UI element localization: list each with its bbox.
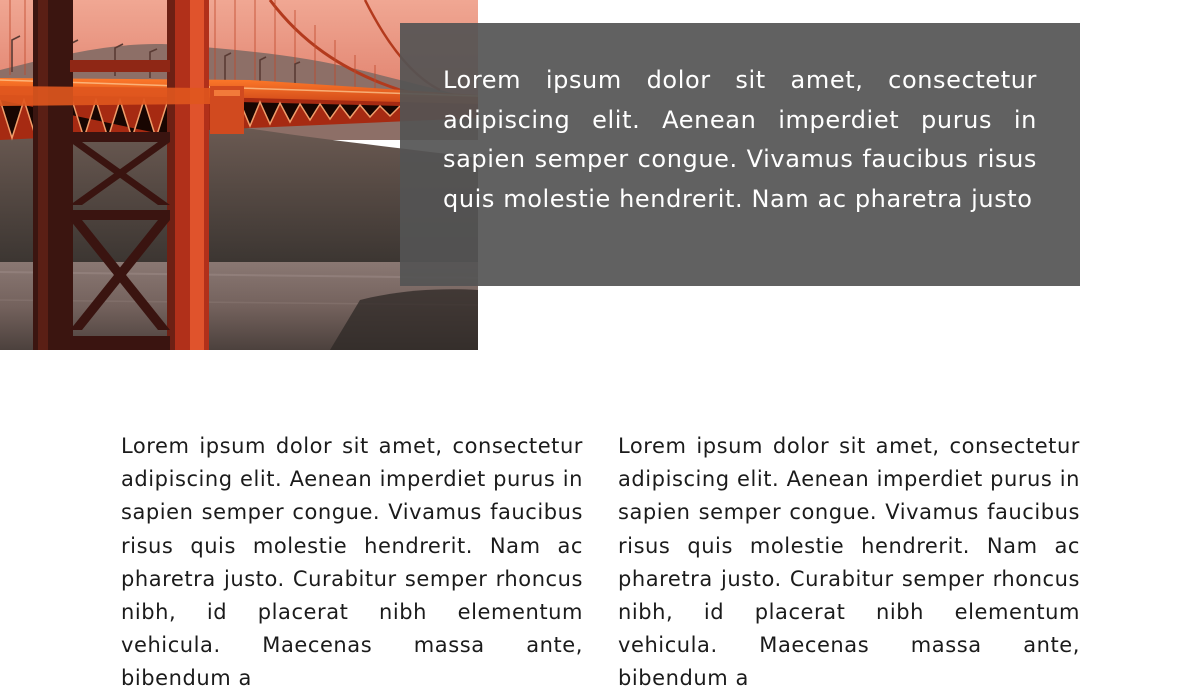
body-column-right: Lorem ipsum dolor sit amet, consectetur adipiscing elit. Aenean imperdiet purus in sapien semper congue. Vivamus faucibus risus quis molestie hendrerit. Nam ac pharetra justo. Curabitur semper rhoncus nibh, id placerat nibh elementum vehicula. Maecenas massa ante, bibendum a	[618, 434, 1080, 691]
body-column-left: Lorem ipsum dolor sit amet, consectetur adipiscing elit. Aenean imperdiet purus in sapien semper congue. Vivamus faucibus risus quis molestie hendrerit. Nam ac pharetra justo. Curabitur semper rhoncus nibh, id placerat nibh elementum vehicula. Maecenas massa ante, bibendum a	[121, 434, 583, 691]
overlay-quote-box	[400, 23, 1080, 286]
overlay-quote-text: Lorem ipsum dolor sit amet, consectetur adipiscing elit. Aenean imperdiet purus in sapien semper congue. Vivamus faucibus risus quis molestie hendrerit. Nam ac pharetra justo	[443, 66, 1037, 213]
